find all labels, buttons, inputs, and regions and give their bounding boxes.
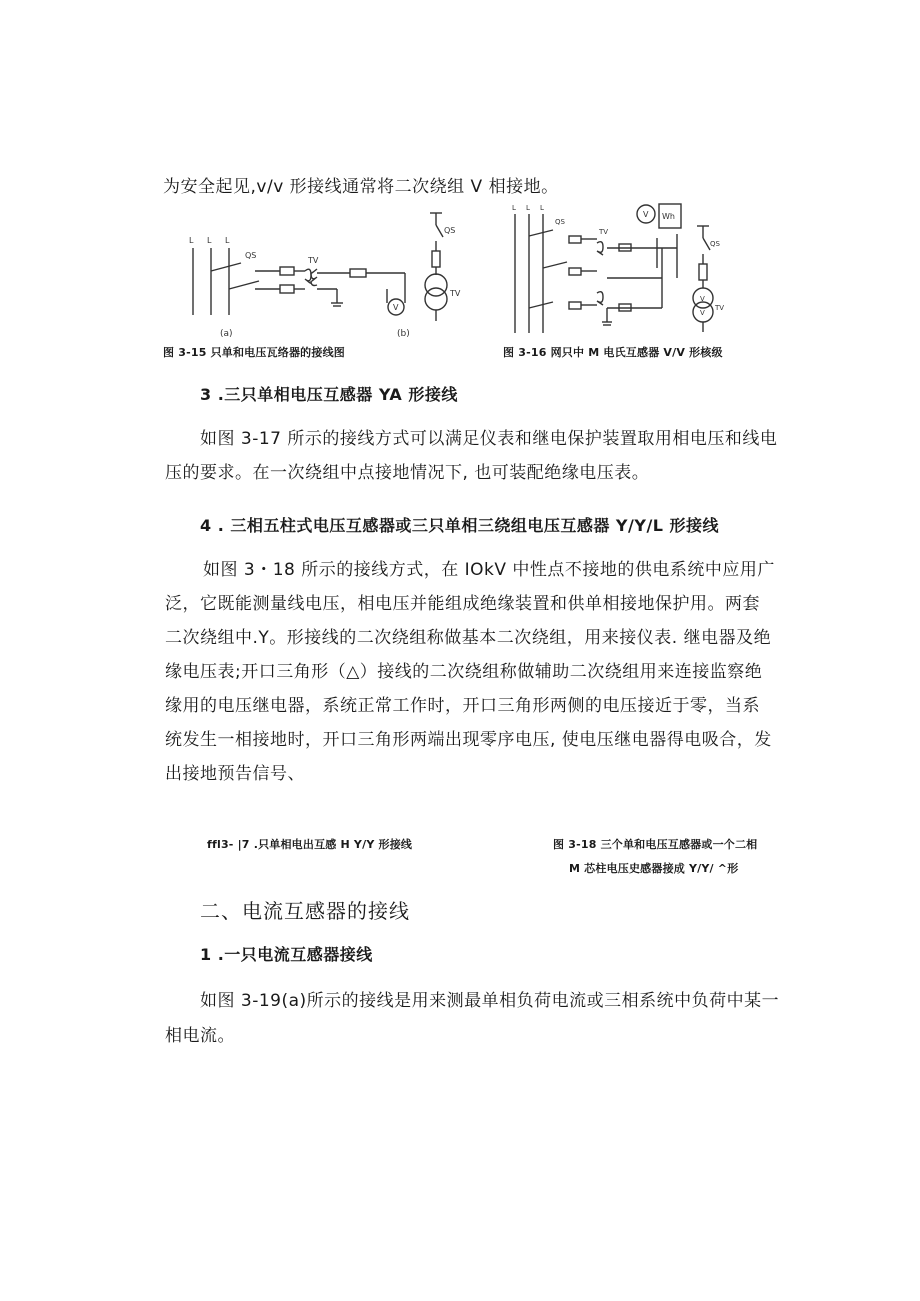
heading-3: 3 .三只单相电压互感器 YA 形接线 [200, 385, 458, 404]
figure-3-16 [507, 198, 732, 343]
fig316-meter-v: V [643, 210, 649, 219]
fig316-phase-1: L [512, 204, 516, 212]
fig315-meter-label: V [393, 303, 399, 312]
fig315-qs-label: QS [245, 251, 257, 260]
fig315-tv-label-b: TV [450, 289, 461, 298]
figure-3-18-caption-line-1: 图 3-18 三个单和电压互感器或一个二相 [553, 838, 758, 851]
fig316-tv-label-r: TV [715, 304, 725, 312]
fig316-qs-label: QS [555, 218, 565, 226]
figure-3-17-caption: ffl3- |7 .只单相电出互感 H Y/Y 形接线 [207, 838, 413, 851]
fig315-tv-label: TV [308, 256, 319, 265]
paragraph-4-line-1: 如图 3・18 所示的接线方式，在 IOkV 中性点不接地的供电系统中应用广 [203, 560, 775, 580]
fig315-sub-b: (b) [397, 329, 410, 339]
paragraph-1-line-1: 如图 3-19(a)所示的接线是用来测最单相负荷电流或三相系统中负荷中某一 [200, 991, 780, 1011]
paragraph-4-line-5: 缘用的电压继电器，系统正常工作时，开口三角形两侧的电压接近于零，当系 [165, 696, 760, 716]
fig316-meter-wh: Wh [662, 212, 675, 221]
paragraph-4-line-6: 统发生一相接地时，开口三角形两端出现零序电压, 使电压继电器得电吸合，发 [165, 730, 772, 750]
heading-4: 4 . 三相五柱式电压互感器或三只单相三绕组电压互感器 Y/Y/L 形接线 [200, 516, 720, 535]
figure-3-16-caption: 图 3-16 网只中 M 电氏互感器 V/V 形核级 [503, 346, 723, 359]
fig316-v-top: V [700, 295, 705, 303]
figure-3-15-diagram [165, 203, 490, 343]
fig315-phase-2: L [207, 236, 212, 245]
fig316-v-bottom: V [700, 309, 705, 317]
figure-3-18-caption-line-2: M 芯柱电压史感器接成 Y/Y/ ^形 [569, 862, 739, 875]
paragraph-3-line-1: 如图 3-17 所示的接线方式可以满足仪表和继电保护装置取用相电压和线电 [200, 429, 778, 449]
fig316-qs-label-r: QS [710, 240, 720, 248]
fig316-tv-label: TV [599, 228, 609, 236]
heading-1: 1 .一只电流互感器接线 [200, 945, 373, 964]
fig315-qs-label-b: QS [444, 226, 456, 235]
figure-3-15 [165, 203, 490, 343]
paragraph-4-line-4: 缘电压表;开口三角形（△）接线的二次绕组称做辅助二次绕组用来连接监察绝 [165, 662, 763, 682]
paragraph-1-line-2: 相电流。 [165, 1026, 235, 1046]
section-heading: 二、电流互感器的接线 [200, 899, 410, 923]
fig315-phase-1: L [189, 236, 194, 245]
intro-text: 为安全起见,v/v 形接线通常将二次绕组 V 相接地。 [163, 177, 559, 197]
fig315-sub-a: (a) [220, 329, 233, 339]
figure-3-16-diagram [507, 198, 732, 343]
fig316-phase-3: L [540, 204, 544, 212]
paragraph-4-line-3: 二次绕组中.Y。形接线的二次绕组称做基本二次绕组，用来接仪表. 继电器及绝 [165, 628, 772, 648]
paragraph-4-line-7: 出接地预告信号、 [165, 764, 305, 784]
fig316-phase-2: L [526, 204, 530, 212]
paragraph-3-line-2: 压的要求。在一次绕组中点接地情况下, 也可装配绝缘电压表。 [165, 463, 650, 483]
figure-3-15-caption: 图 3-15 只单和电压瓦络器的接线图 [163, 346, 345, 359]
fig315-phase-3: L [225, 236, 230, 245]
paragraph-4-line-2: 泛，它既能测量线电压，相电压并能组成绝缘装置和供单相接地保护用。两套 [165, 594, 760, 614]
